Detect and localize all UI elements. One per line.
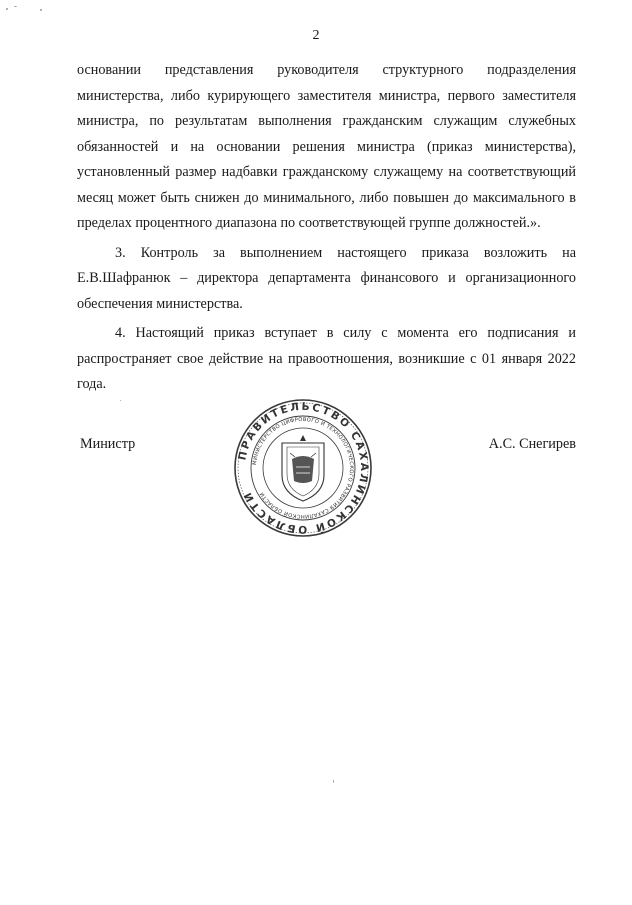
- paragraph-item-3: 3. Контроль за выполнением настоящего приказа возложить на Е.В.Шафранюк – директора департамента финансового и организационного обеспечения министерства.: [77, 244, 576, 312]
- scan-speck: [40, 9, 42, 11]
- page-number: 2: [312, 28, 320, 43]
- svg-text:МИНИСТЕРСТВО ЦИФРОВОГО И ТЕХНО: МИНИСТЕРСТВО ЦИФРОВОГО И ТЕХНОЛОГИЧЕСКОГО РАЗВИТИЯ САХАЛИНСКОЙ ОБЛАСТИ: [252, 416, 355, 520]
- paragraph-item-4: 4. Настоящий приказ вступает в силу с момента его подписания и распространяет свое действие на правоотношения, возникшие с 01 января 2022 года.: [77, 325, 576, 392]
- paragraph-continuation: основании представления руководителя структурного подразделения министерства, либо курирующего заместителя министра, первого заместителя министра, по результатам выполнения гражданским служащим служебных обязанностей и на основании решения министра (приказ министерства), установленный размер надбавки гражданскому служащему на соответствующий месяц может быть снижен до минимального, либо повышен до максимального в пределах процентного диапазона по соответствующей группе должностей.».: [77, 62, 576, 231]
- scan-speck: [6, 8, 8, 10]
- svg-text:ПРАВИТЕЛЬСТВО САХАЛИНСКОЙ ОБЛА: ПРАВИТЕЛЬСТВО САХАЛИНСКОЙ ОБЛАСТИ: [236, 400, 371, 536]
- official-seal-stamp: [232, 397, 374, 539]
- coat-of-arms-icon: [282, 435, 324, 501]
- document-body: [77, 58, 576, 398]
- scan-speck: [333, 780, 334, 783]
- signatory-name: А.С. Снегирев: [488, 436, 576, 452]
- scan-speck: [120, 400, 121, 401]
- signatory-position: Министр: [80, 436, 136, 452]
- scan-speck: [14, 6, 17, 7]
